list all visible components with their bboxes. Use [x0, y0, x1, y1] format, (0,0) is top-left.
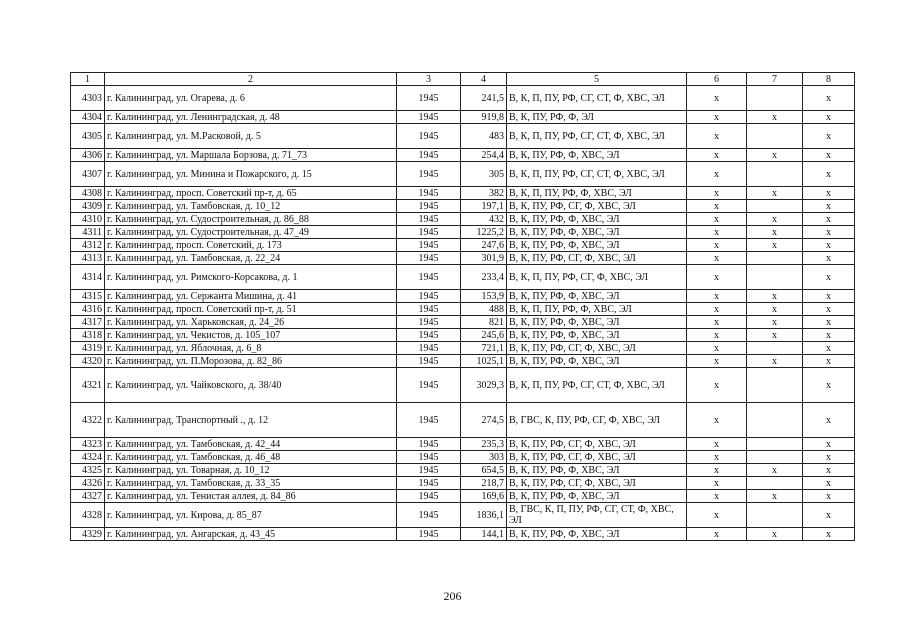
table-row — [71, 303, 855, 316]
table-row — [71, 477, 855, 490]
cell-year: 1945 — [397, 464, 461, 477]
cell-address: г. Калининград, ул. Римского-Корсакова, д. 1 — [105, 265, 397, 290]
cell-address: г. Калининград, ул. Яблочная, д. 6_8 — [105, 342, 397, 355]
cell-area: 305 — [461, 162, 507, 187]
table-row — [71, 187, 855, 200]
cell-year: 1945 — [397, 290, 461, 303]
cell-services: В, К, П, ПУ, РФ, СГ, СТ, Ф, ХВС, ЭЛ — [507, 124, 687, 149]
table-row — [71, 490, 855, 503]
cell-services: В, К, ПУ, РФ, Ф, ХВС, ЭЛ — [507, 490, 687, 503]
cell-year: 1945 — [397, 265, 461, 290]
cell-mark-col-6: х — [687, 355, 747, 368]
cell-mark-col-6: х — [687, 329, 747, 342]
cell-area: 245,6 — [461, 329, 507, 342]
cell-year: 1945 — [397, 316, 461, 329]
cell-mark-col-8: х — [803, 290, 855, 303]
cell-row-number: 4314 — [71, 265, 105, 290]
cell-services: В, К, ПУ, РФ, Ф, ХВС, ЭЛ — [507, 239, 687, 252]
cell-services: В, К, ПУ, РФ, Ф, ХВС, ЭЛ — [507, 290, 687, 303]
cell-address: г. Калининград, ул. Тамбовская, д. 33_35 — [105, 477, 397, 490]
cell-area: 218,7 — [461, 477, 507, 490]
cell-mark-col-7 — [747, 368, 803, 403]
cell-address: г. Калининград, ул. Маршала Борзова, д. 71_73 — [105, 149, 397, 162]
cell-year: 1945 — [397, 528, 461, 541]
cell-mark-col-7: х — [747, 187, 803, 200]
table-row — [71, 239, 855, 252]
cell-mark-col-6: х — [687, 403, 747, 438]
cell-row-number: 4327 — [71, 490, 105, 503]
table-row — [71, 355, 855, 368]
cell-year: 1945 — [397, 239, 461, 252]
cell-year: 1945 — [397, 213, 461, 226]
cell-mark-col-6: х — [687, 239, 747, 252]
cell-area: 235,3 — [461, 438, 507, 451]
cell-mark-col-8: х — [803, 403, 855, 438]
cell-address: г. Калининград, ул. Харьковская, д. 24_26 — [105, 316, 397, 329]
cell-row-number: 4319 — [71, 342, 105, 355]
table-row — [71, 265, 855, 290]
cell-mark-col-7: х — [747, 329, 803, 342]
cell-mark-col-7 — [747, 200, 803, 213]
cell-row-number: 4310 — [71, 213, 105, 226]
cell-area: 233,4 — [461, 265, 507, 290]
cell-services: В, К, ПУ, РФ, Ф, ХВС, ЭЛ — [507, 355, 687, 368]
cell-mark-col-8: х — [803, 342, 855, 355]
cell-year: 1945 — [397, 303, 461, 316]
cell-mark-col-6: х — [687, 528, 747, 541]
cell-year: 1945 — [397, 226, 461, 239]
cell-mark-col-7: х — [747, 316, 803, 329]
cell-services: В, К, ПУ, РФ, СГ, Ф, ХВС, ЭЛ — [507, 200, 687, 213]
cell-row-number: 4318 — [71, 329, 105, 342]
cell-mark-col-6: х — [687, 265, 747, 290]
cell-mark-col-7: х — [747, 528, 803, 541]
cell-mark-col-8: х — [803, 355, 855, 368]
cell-services: В, К, П, ПУ, РФ, СГ, СТ, Ф, ХВС, ЭЛ — [507, 162, 687, 187]
table-row — [71, 290, 855, 303]
cell-area: 654,5 — [461, 464, 507, 477]
cell-year: 1945 — [397, 438, 461, 451]
cell-year: 1945 — [397, 111, 461, 124]
cell-row-number: 4322 — [71, 403, 105, 438]
table-row — [71, 149, 855, 162]
cell-year: 1945 — [397, 490, 461, 503]
cell-mark-col-8: х — [803, 124, 855, 149]
cell-mark-col-7: х — [747, 355, 803, 368]
column-header-5: 5 — [507, 73, 687, 86]
cell-year: 1945 — [397, 503, 461, 528]
cell-address: г. Калининград, ул. Чекистов, д. 105_107 — [105, 329, 397, 342]
cell-services: В, ГВС, К, П, ПУ, РФ, СГ, СТ, Ф, ХВС, ЭЛ — [507, 503, 687, 528]
table-row — [71, 403, 855, 438]
cell-address: г. Калининград, ул. П.Морозова, д. 82_86 — [105, 355, 397, 368]
cell-mark-col-8: х — [803, 438, 855, 451]
cell-address: г. Калининград, ул. Тенистая аллея, д. 84_86 — [105, 490, 397, 503]
cell-area: 301,9 — [461, 252, 507, 265]
cell-mark-col-6: х — [687, 213, 747, 226]
cell-mark-col-7 — [747, 124, 803, 149]
cell-services: В, К, ПУ, РФ, Ф, ХВС, ЭЛ — [507, 464, 687, 477]
cell-mark-col-7 — [747, 438, 803, 451]
cell-area: 274,5 — [461, 403, 507, 438]
cell-year: 1945 — [397, 329, 461, 342]
cell-area: 483 — [461, 124, 507, 149]
cell-mark-col-8: х — [803, 265, 855, 290]
cell-mark-col-7 — [747, 342, 803, 355]
cell-services: В, К, ПУ, РФ, СГ, Ф, ХВС, ЭЛ — [507, 342, 687, 355]
cell-row-number: 4323 — [71, 438, 105, 451]
column-header-1: 1 — [71, 73, 105, 86]
cell-row-number: 4312 — [71, 239, 105, 252]
table-row — [71, 329, 855, 342]
cell-area: 488 — [461, 303, 507, 316]
cell-mark-col-8: х — [803, 451, 855, 464]
cell-mark-col-6: х — [687, 162, 747, 187]
table-row — [71, 316, 855, 329]
cell-mark-col-8: х — [803, 213, 855, 226]
cell-year: 1945 — [397, 252, 461, 265]
cell-year: 1945 — [397, 368, 461, 403]
cell-mark-col-6: х — [687, 111, 747, 124]
cell-address: г. Калининград, ул. М.Расковой, д. 5 — [105, 124, 397, 149]
housing-register-table — [70, 72, 855, 541]
table-row — [71, 252, 855, 265]
cell-services: В, К, ПУ, РФ, Ф, ХВС, ЭЛ — [507, 226, 687, 239]
table-row — [71, 438, 855, 451]
cell-row-number: 4309 — [71, 200, 105, 213]
cell-area: 303 — [461, 451, 507, 464]
cell-services: В, К, ПУ, РФ, СГ, Ф, ХВС, ЭЛ — [507, 252, 687, 265]
cell-area: 432 — [461, 213, 507, 226]
table-row — [71, 464, 855, 477]
cell-year: 1945 — [397, 149, 461, 162]
cell-services: В, К, ПУ, РФ, Ф, ХВС, ЭЛ — [507, 528, 687, 541]
cell-row-number: 4304 — [71, 111, 105, 124]
cell-mark-col-7: х — [747, 490, 803, 503]
cell-row-number: 4308 — [71, 187, 105, 200]
cell-address: г. Калининград, ул. Тамбовская, д. 10_12 — [105, 200, 397, 213]
cell-area: 1025,1 — [461, 355, 507, 368]
cell-mark-col-8: х — [803, 149, 855, 162]
table-row — [71, 528, 855, 541]
column-header-4: 4 — [461, 73, 507, 86]
cell-mark-col-6: х — [687, 290, 747, 303]
cell-mark-col-6: х — [687, 490, 747, 503]
cell-row-number: 4317 — [71, 316, 105, 329]
cell-area: 721,1 — [461, 342, 507, 355]
cell-address: г. Калининград, ул. Тамбовская, д. 42_44 — [105, 438, 397, 451]
table-row — [71, 368, 855, 403]
cell-year: 1945 — [397, 342, 461, 355]
cell-area: 821 — [461, 316, 507, 329]
cell-mark-col-7: х — [747, 303, 803, 316]
cell-row-number: 4311 — [71, 226, 105, 239]
cell-mark-col-6: х — [687, 200, 747, 213]
cell-address: г. Калининград, просп. Советский, д. 173 — [105, 239, 397, 252]
cell-mark-col-7 — [747, 86, 803, 111]
cell-year: 1945 — [397, 86, 461, 111]
cell-area: 197,1 — [461, 200, 507, 213]
cell-mark-col-7 — [747, 451, 803, 464]
cell-mark-col-6: х — [687, 316, 747, 329]
cell-address: г. Калининград, ул. Чайковского, д. 38/40 — [105, 368, 397, 403]
cell-mark-col-6: х — [687, 303, 747, 316]
column-header-6: 6 — [687, 73, 747, 86]
cell-address: г. Калининград, просп. Советский пр-т, д. 65 — [105, 187, 397, 200]
cell-mark-col-6: х — [687, 451, 747, 464]
table-row — [71, 124, 855, 149]
cell-mark-col-6: х — [687, 477, 747, 490]
cell-services: В, К, ПУ, РФ, СГ, Ф, ХВС, ЭЛ — [507, 438, 687, 451]
cell-services: В, ГВС, К, ПУ, РФ, СГ, Ф, ХВС, ЭЛ — [507, 403, 687, 438]
cell-address: г. Калининград, ул. Сержанта Мишина, д. 41 — [105, 290, 397, 303]
cell-mark-col-7: х — [747, 290, 803, 303]
cell-mark-col-8: х — [803, 187, 855, 200]
cell-area: 144,1 — [461, 528, 507, 541]
cell-area: 153,9 — [461, 290, 507, 303]
table-row — [71, 200, 855, 213]
cell-mark-col-6: х — [687, 86, 747, 111]
cell-mark-col-8: х — [803, 329, 855, 342]
cell-row-number: 4324 — [71, 451, 105, 464]
cell-area: 382 — [461, 187, 507, 200]
cell-services: В, К, П, ПУ, РФ, Ф, ХВС, ЭЛ — [507, 187, 687, 200]
cell-mark-col-8: х — [803, 503, 855, 528]
cell-address: г. Калининград, ул. Судостроительная, д. 47_49 — [105, 226, 397, 239]
cell-area: 3029,3 — [461, 368, 507, 403]
table-row — [71, 451, 855, 464]
cell-row-number: 4325 — [71, 464, 105, 477]
cell-address: г. Калининград, ул. Тамбовская, д. 22_24 — [105, 252, 397, 265]
cell-mark-col-7: х — [747, 239, 803, 252]
cell-services: В, К, П, ПУ, РФ, СГ, СТ, Ф, ХВС, ЭЛ — [507, 368, 687, 403]
cell-area: 241,5 — [461, 86, 507, 111]
cell-row-number: 4313 — [71, 252, 105, 265]
cell-mark-col-6: х — [687, 124, 747, 149]
cell-services: В, К, ПУ, РФ, СГ, Ф, ХВС, ЭЛ — [507, 477, 687, 490]
cell-services: В, К, П, ПУ, РФ, СГ, СТ, Ф, ХВС, ЭЛ — [507, 86, 687, 111]
cell-year: 1945 — [397, 162, 461, 187]
cell-mark-col-8: х — [803, 303, 855, 316]
cell-mark-col-8: х — [803, 316, 855, 329]
cell-mark-col-8: х — [803, 111, 855, 124]
cell-address: г. Калининград, ул. Судостроительная, д. 86_88 — [105, 213, 397, 226]
cell-mark-col-7: х — [747, 149, 803, 162]
register-sheet — [70, 72, 854, 541]
cell-address: г. Калининград, ул. Тамбовская, д. 46_48 — [105, 451, 397, 464]
cell-row-number: 4303 — [71, 86, 105, 111]
cell-mark-col-6: х — [687, 226, 747, 239]
cell-mark-col-7: х — [747, 213, 803, 226]
cell-mark-col-7 — [747, 403, 803, 438]
cell-mark-col-7 — [747, 252, 803, 265]
cell-address: г. Калининград, ул. Кирова, д. 85_87 — [105, 503, 397, 528]
cell-address: г. Калининград, ул. Ангарская, д. 43_45 — [105, 528, 397, 541]
cell-address: г. Калининград, Транспортный ., д. 12 — [105, 403, 397, 438]
cell-services: В, К, ПУ, РФ, Ф, ХВС, ЭЛ — [507, 213, 687, 226]
column-header-8: 8 — [803, 73, 855, 86]
cell-year: 1945 — [397, 477, 461, 490]
table-body — [71, 86, 855, 541]
cell-mark-col-7: х — [747, 464, 803, 477]
cell-area: 254,4 — [461, 149, 507, 162]
table-row — [71, 213, 855, 226]
cell-row-number: 4316 — [71, 303, 105, 316]
cell-mark-col-7 — [747, 265, 803, 290]
cell-address: г. Калининград, ул. Ленинградская, д. 48 — [105, 111, 397, 124]
cell-area: 169,6 — [461, 490, 507, 503]
cell-mark-col-8: х — [803, 490, 855, 503]
cell-address: г. Калининград, ул. Товарная, д. 10_12 — [105, 464, 397, 477]
cell-row-number: 4306 — [71, 149, 105, 162]
cell-mark-col-8: х — [803, 464, 855, 477]
cell-services: В, К, ПУ, РФ, Ф, ХВС, ЭЛ — [507, 149, 687, 162]
cell-mark-col-7 — [747, 503, 803, 528]
cell-year: 1945 — [397, 403, 461, 438]
cell-mark-col-8: х — [803, 252, 855, 265]
cell-mark-col-8: х — [803, 477, 855, 490]
cell-area: 1225,2 — [461, 226, 507, 239]
cell-area: 919,8 — [461, 111, 507, 124]
cell-mark-col-7 — [747, 477, 803, 490]
cell-mark-col-6: х — [687, 252, 747, 265]
cell-mark-col-6: х — [687, 438, 747, 451]
cell-services: В, К, ПУ, РФ, СГ, Ф, ХВС, ЭЛ — [507, 451, 687, 464]
column-header-7: 7 — [747, 73, 803, 86]
table-row — [71, 86, 855, 111]
cell-address: г. Калининград, ул. Огарева, д. 6 — [105, 86, 397, 111]
cell-address: г. Калининград, ул. Минина и Пожарского, д. 15 — [105, 162, 397, 187]
cell-mark-col-6: х — [687, 368, 747, 403]
table-row — [71, 111, 855, 124]
cell-mark-col-8: х — [803, 528, 855, 541]
cell-row-number: 4315 — [71, 290, 105, 303]
column-header-3: 3 — [397, 73, 461, 86]
cell-mark-col-8: х — [803, 86, 855, 111]
cell-services: В, К, П, ПУ, РФ, Ф, ХВС, ЭЛ — [507, 303, 687, 316]
cell-year: 1945 — [397, 451, 461, 464]
cell-row-number: 4305 — [71, 124, 105, 149]
cell-mark-col-8: х — [803, 226, 855, 239]
table-row — [71, 162, 855, 187]
cell-row-number: 4307 — [71, 162, 105, 187]
cell-year: 1945 — [397, 187, 461, 200]
column-header-2: 2 — [105, 73, 397, 86]
table-row — [71, 342, 855, 355]
cell-row-number: 4321 — [71, 368, 105, 403]
cell-row-number: 4320 — [71, 355, 105, 368]
cell-mark-col-6: х — [687, 503, 747, 528]
cell-mark-col-8: х — [803, 368, 855, 403]
cell-mark-col-7: х — [747, 226, 803, 239]
cell-row-number: 4326 — [71, 477, 105, 490]
cell-mark-col-6: х — [687, 149, 747, 162]
table-row — [71, 503, 855, 528]
page-number: 206 — [443, 589, 462, 603]
cell-area: 1836,1 — [461, 503, 507, 528]
cell-year: 1945 — [397, 355, 461, 368]
cell-year: 1945 — [397, 200, 461, 213]
cell-services: В, К, ПУ, РФ, Ф, ХВС, ЭЛ — [507, 329, 687, 342]
column-number-header-row — [71, 73, 855, 86]
cell-address: г. Калининград, просп. Советский пр-т, д. 51 — [105, 303, 397, 316]
table-row — [71, 226, 855, 239]
cell-year: 1945 — [397, 124, 461, 149]
cell-mark-col-8: х — [803, 162, 855, 187]
cell-mark-col-6: х — [687, 464, 747, 477]
cell-row-number: 4328 — [71, 503, 105, 528]
cell-services: В, К, ПУ, РФ, Ф, ХВС, ЭЛ — [507, 316, 687, 329]
cell-mark-col-8: х — [803, 200, 855, 213]
cell-mark-col-8: х — [803, 239, 855, 252]
cell-row-number: 4329 — [71, 528, 105, 541]
cell-mark-col-6: х — [687, 342, 747, 355]
cell-area: 247,6 — [461, 239, 507, 252]
cell-services: В, К, ПУ, РФ, Ф, ЭЛ — [507, 111, 687, 124]
cell-mark-col-6: х — [687, 187, 747, 200]
cell-mark-col-7: х — [747, 111, 803, 124]
cell-services: В, К, П, ПУ, РФ, СГ, Ф, ХВС, ЭЛ — [507, 265, 687, 290]
cell-mark-col-7 — [747, 162, 803, 187]
